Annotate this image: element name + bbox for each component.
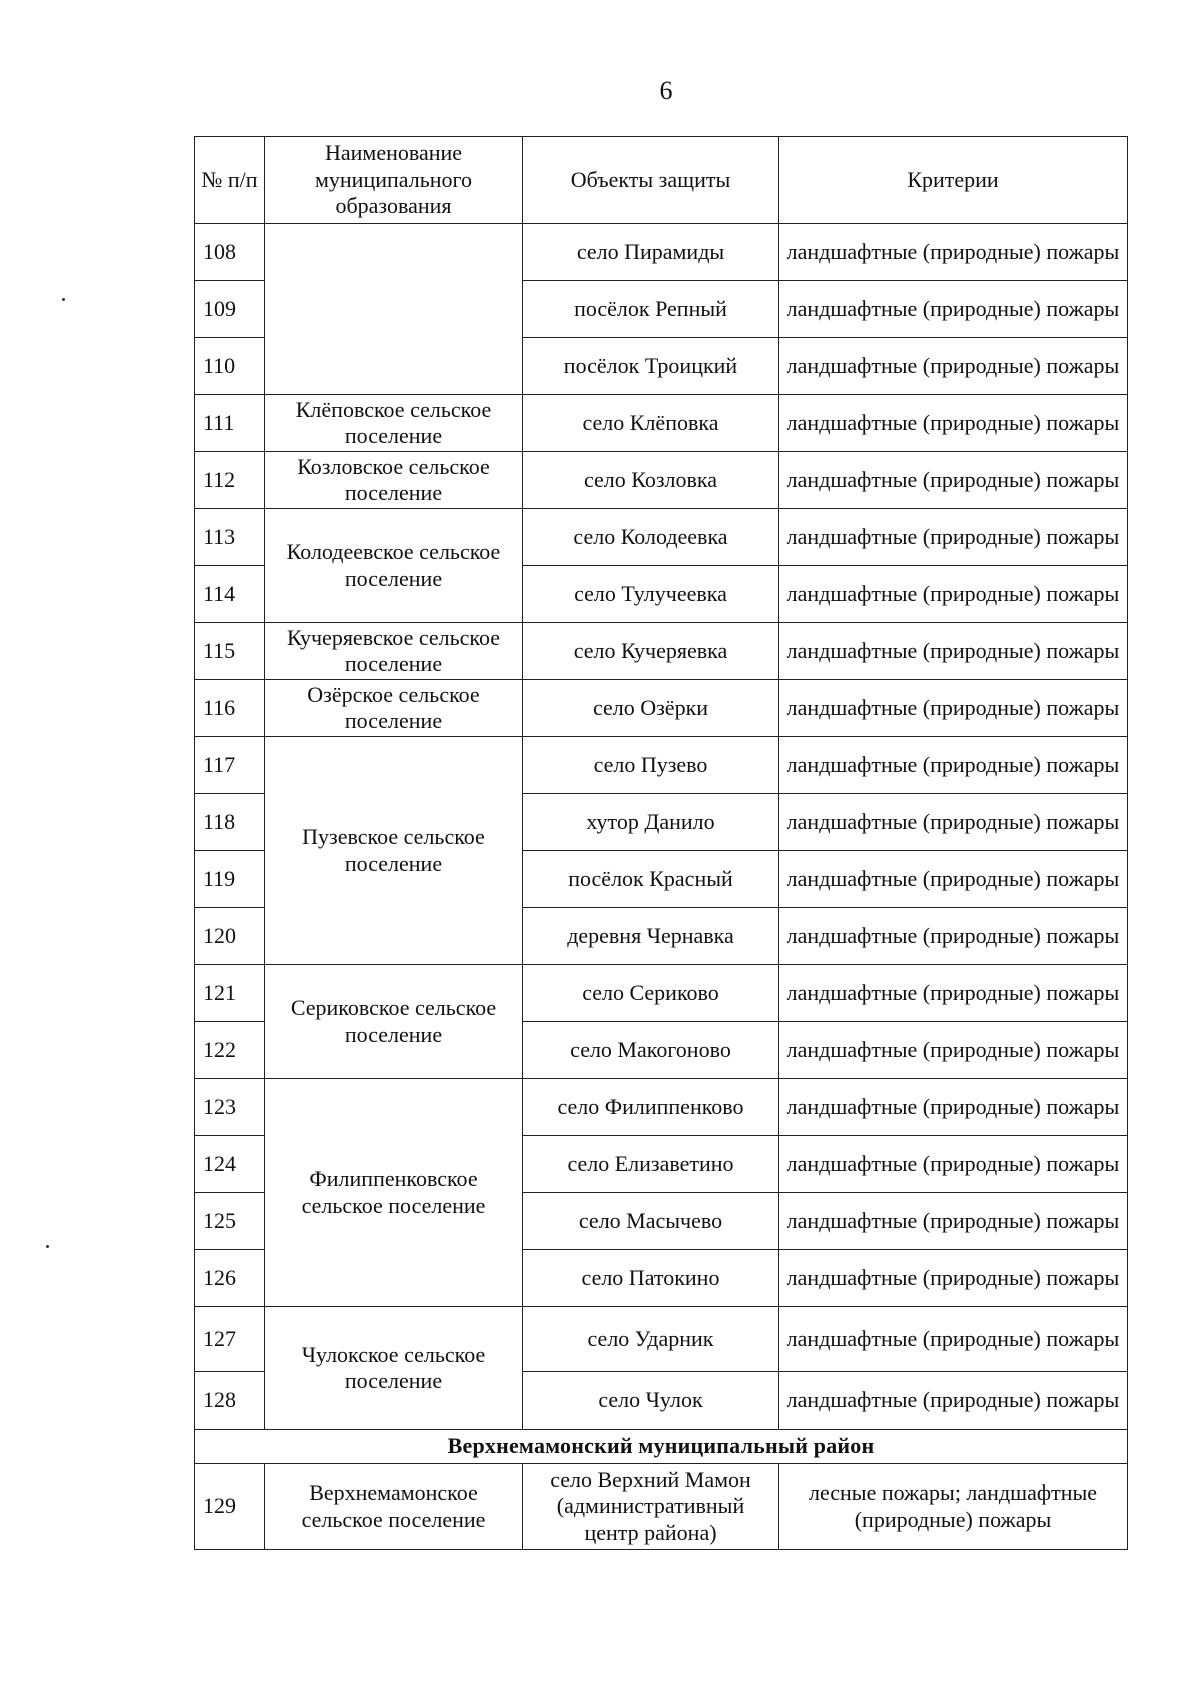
district-heading: Верхнемамонский муниципальный район — [195, 1430, 1128, 1464]
municipality-cell: Озёрское сельское поселение — [265, 680, 523, 737]
table-row — [195, 509, 1128, 566]
row-number: 128 — [195, 1372, 265, 1430]
row-number: 119 — [195, 851, 265, 908]
row-number: 122 — [195, 1022, 265, 1079]
table-row — [195, 965, 1128, 1022]
criteria-cell: ландшафтные (природные) пожары — [779, 1022, 1128, 1079]
criteria-cell: ландшафтные (природные) пожары — [779, 452, 1128, 509]
header-criteria: Критерии — [779, 137, 1128, 224]
table-row — [195, 452, 1128, 509]
object-cell: село Филиппенково — [523, 1079, 779, 1136]
object-cell: деревня Чернавка — [523, 908, 779, 965]
criteria-cell: лесные пожары; ландшафтные (природные) пожары — [779, 1464, 1128, 1550]
object-cell: село Тулучеевка — [523, 566, 779, 623]
object-cell: село Озёрки — [523, 680, 779, 737]
table-row — [195, 224, 1128, 281]
criteria-cell: ландшафтные (природные) пожары — [779, 509, 1128, 566]
object-cell: село Патокино — [523, 1250, 779, 1307]
page-number: 6 — [659, 76, 673, 105]
criteria-cell: ландшафтные (природные) пожары — [779, 908, 1128, 965]
municipality-cell: Сериковское сельское поселение — [265, 965, 523, 1079]
row-number: 112 — [195, 452, 265, 509]
table-row — [195, 737, 1128, 794]
table-header-row — [195, 137, 1128, 224]
row-number: 123 — [195, 1079, 265, 1136]
municipality-cell: Чулокское сельское поселение — [265, 1307, 523, 1430]
scan-speck — [62, 298, 65, 301]
table-row — [195, 1464, 1128, 1550]
municipality-cell: Козловское сельское поселение — [265, 452, 523, 509]
criteria-cell: ландшафтные (природные) пожары — [779, 1079, 1128, 1136]
criteria-cell: ландшафтные (природные) пожары — [779, 224, 1128, 281]
object-cell: село Колодеевка — [523, 509, 779, 566]
object-cell: село Масычево — [523, 1193, 779, 1250]
criteria-cell: ландшафтные (природные) пожары — [779, 1250, 1128, 1307]
row-number: 109 — [195, 281, 265, 338]
header-municipality: Наименование муниципального образования — [265, 137, 523, 224]
row-number: 121 — [195, 965, 265, 1022]
object-cell: село Верхний Мамон (административный центр района) — [523, 1464, 779, 1550]
row-number: 129 — [195, 1464, 265, 1550]
row-number: 116 — [195, 680, 265, 737]
criteria-cell: ландшафтные (природные) пожары — [779, 1307, 1128, 1372]
object-cell: село Макогоново — [523, 1022, 779, 1079]
object-cell: село Кучеряевка — [523, 623, 779, 680]
scan-speck — [46, 1245, 49, 1248]
table-row — [195, 623, 1128, 680]
object-cell: село Пирамиды — [523, 224, 779, 281]
object-cell: посёлок Репный — [523, 281, 779, 338]
row-number: 127 — [195, 1307, 265, 1372]
table-row — [195, 1079, 1128, 1136]
row-number: 108 — [195, 224, 265, 281]
row-number: 120 — [195, 908, 265, 965]
object-cell: село Сериково — [523, 965, 779, 1022]
object-cell: посёлок Красный — [523, 851, 779, 908]
municipality-cell: Клёповское сельское поселение — [265, 395, 523, 452]
municipality-cell: Кучеряевское сельское поселение — [265, 623, 523, 680]
criteria-cell: ландшафтные (природные) пожары — [779, 1372, 1128, 1430]
criteria-cell: ландшафтные (природные) пожары — [779, 965, 1128, 1022]
criteria-cell: ландшафтные (природные) пожары — [779, 794, 1128, 851]
row-number: 126 — [195, 1250, 265, 1307]
object-cell: хутор Данило — [523, 794, 779, 851]
row-number: 114 — [195, 566, 265, 623]
table-row — [195, 1307, 1128, 1372]
criteria-cell: ландшафтные (природные) пожары — [779, 851, 1128, 908]
criteria-cell: ландшафтные (природные) пожары — [779, 737, 1128, 794]
object-cell: село Козловка — [523, 452, 779, 509]
header-number: № п/п — [195, 137, 265, 224]
row-number: 117 — [195, 737, 265, 794]
criteria-cell: ландшафтные (природные) пожары — [779, 1193, 1128, 1250]
municipality-cell — [265, 224, 523, 395]
criteria-cell: ландшафтные (природные) пожары — [779, 395, 1128, 452]
object-cell: посёлок Троицкий — [523, 338, 779, 395]
protection-objects-table — [194, 136, 1128, 1550]
row-number: 111 — [195, 395, 265, 452]
object-cell: село Елизаветино — [523, 1136, 779, 1193]
municipality-cell: Колодеевское сельское поселение — [265, 509, 523, 623]
table-row — [195, 395, 1128, 452]
municipality-cell: Филиппенковское сельское поселение — [265, 1079, 523, 1307]
row-number: 124 — [195, 1136, 265, 1193]
header-objects: Объекты защиты — [523, 137, 779, 224]
district-row — [195, 1430, 1128, 1464]
row-number: 110 — [195, 338, 265, 395]
object-cell: село Ударник — [523, 1307, 779, 1372]
row-number: 118 — [195, 794, 265, 851]
row-number: 113 — [195, 509, 265, 566]
row-number: 125 — [195, 1193, 265, 1250]
criteria-cell: ландшафтные (природные) пожары — [779, 1136, 1128, 1193]
criteria-cell: ландшафтные (природные) пожары — [779, 281, 1128, 338]
object-cell: село Чулок — [523, 1372, 779, 1430]
criteria-cell: ландшафтные (природные) пожары — [779, 566, 1128, 623]
table-row — [195, 680, 1128, 737]
municipality-cell: Пузевское сельское поселение — [265, 737, 523, 965]
municipality-cell: Верхнемамонское сельское поселение — [265, 1464, 523, 1550]
criteria-cell: ландшафтные (природные) пожары — [779, 680, 1128, 737]
object-cell: село Клёповка — [523, 395, 779, 452]
criteria-cell: ландшафтные (природные) пожары — [779, 623, 1128, 680]
object-cell: село Пузево — [523, 737, 779, 794]
criteria-cell: ландшафтные (природные) пожары — [779, 338, 1128, 395]
row-number: 115 — [195, 623, 265, 680]
